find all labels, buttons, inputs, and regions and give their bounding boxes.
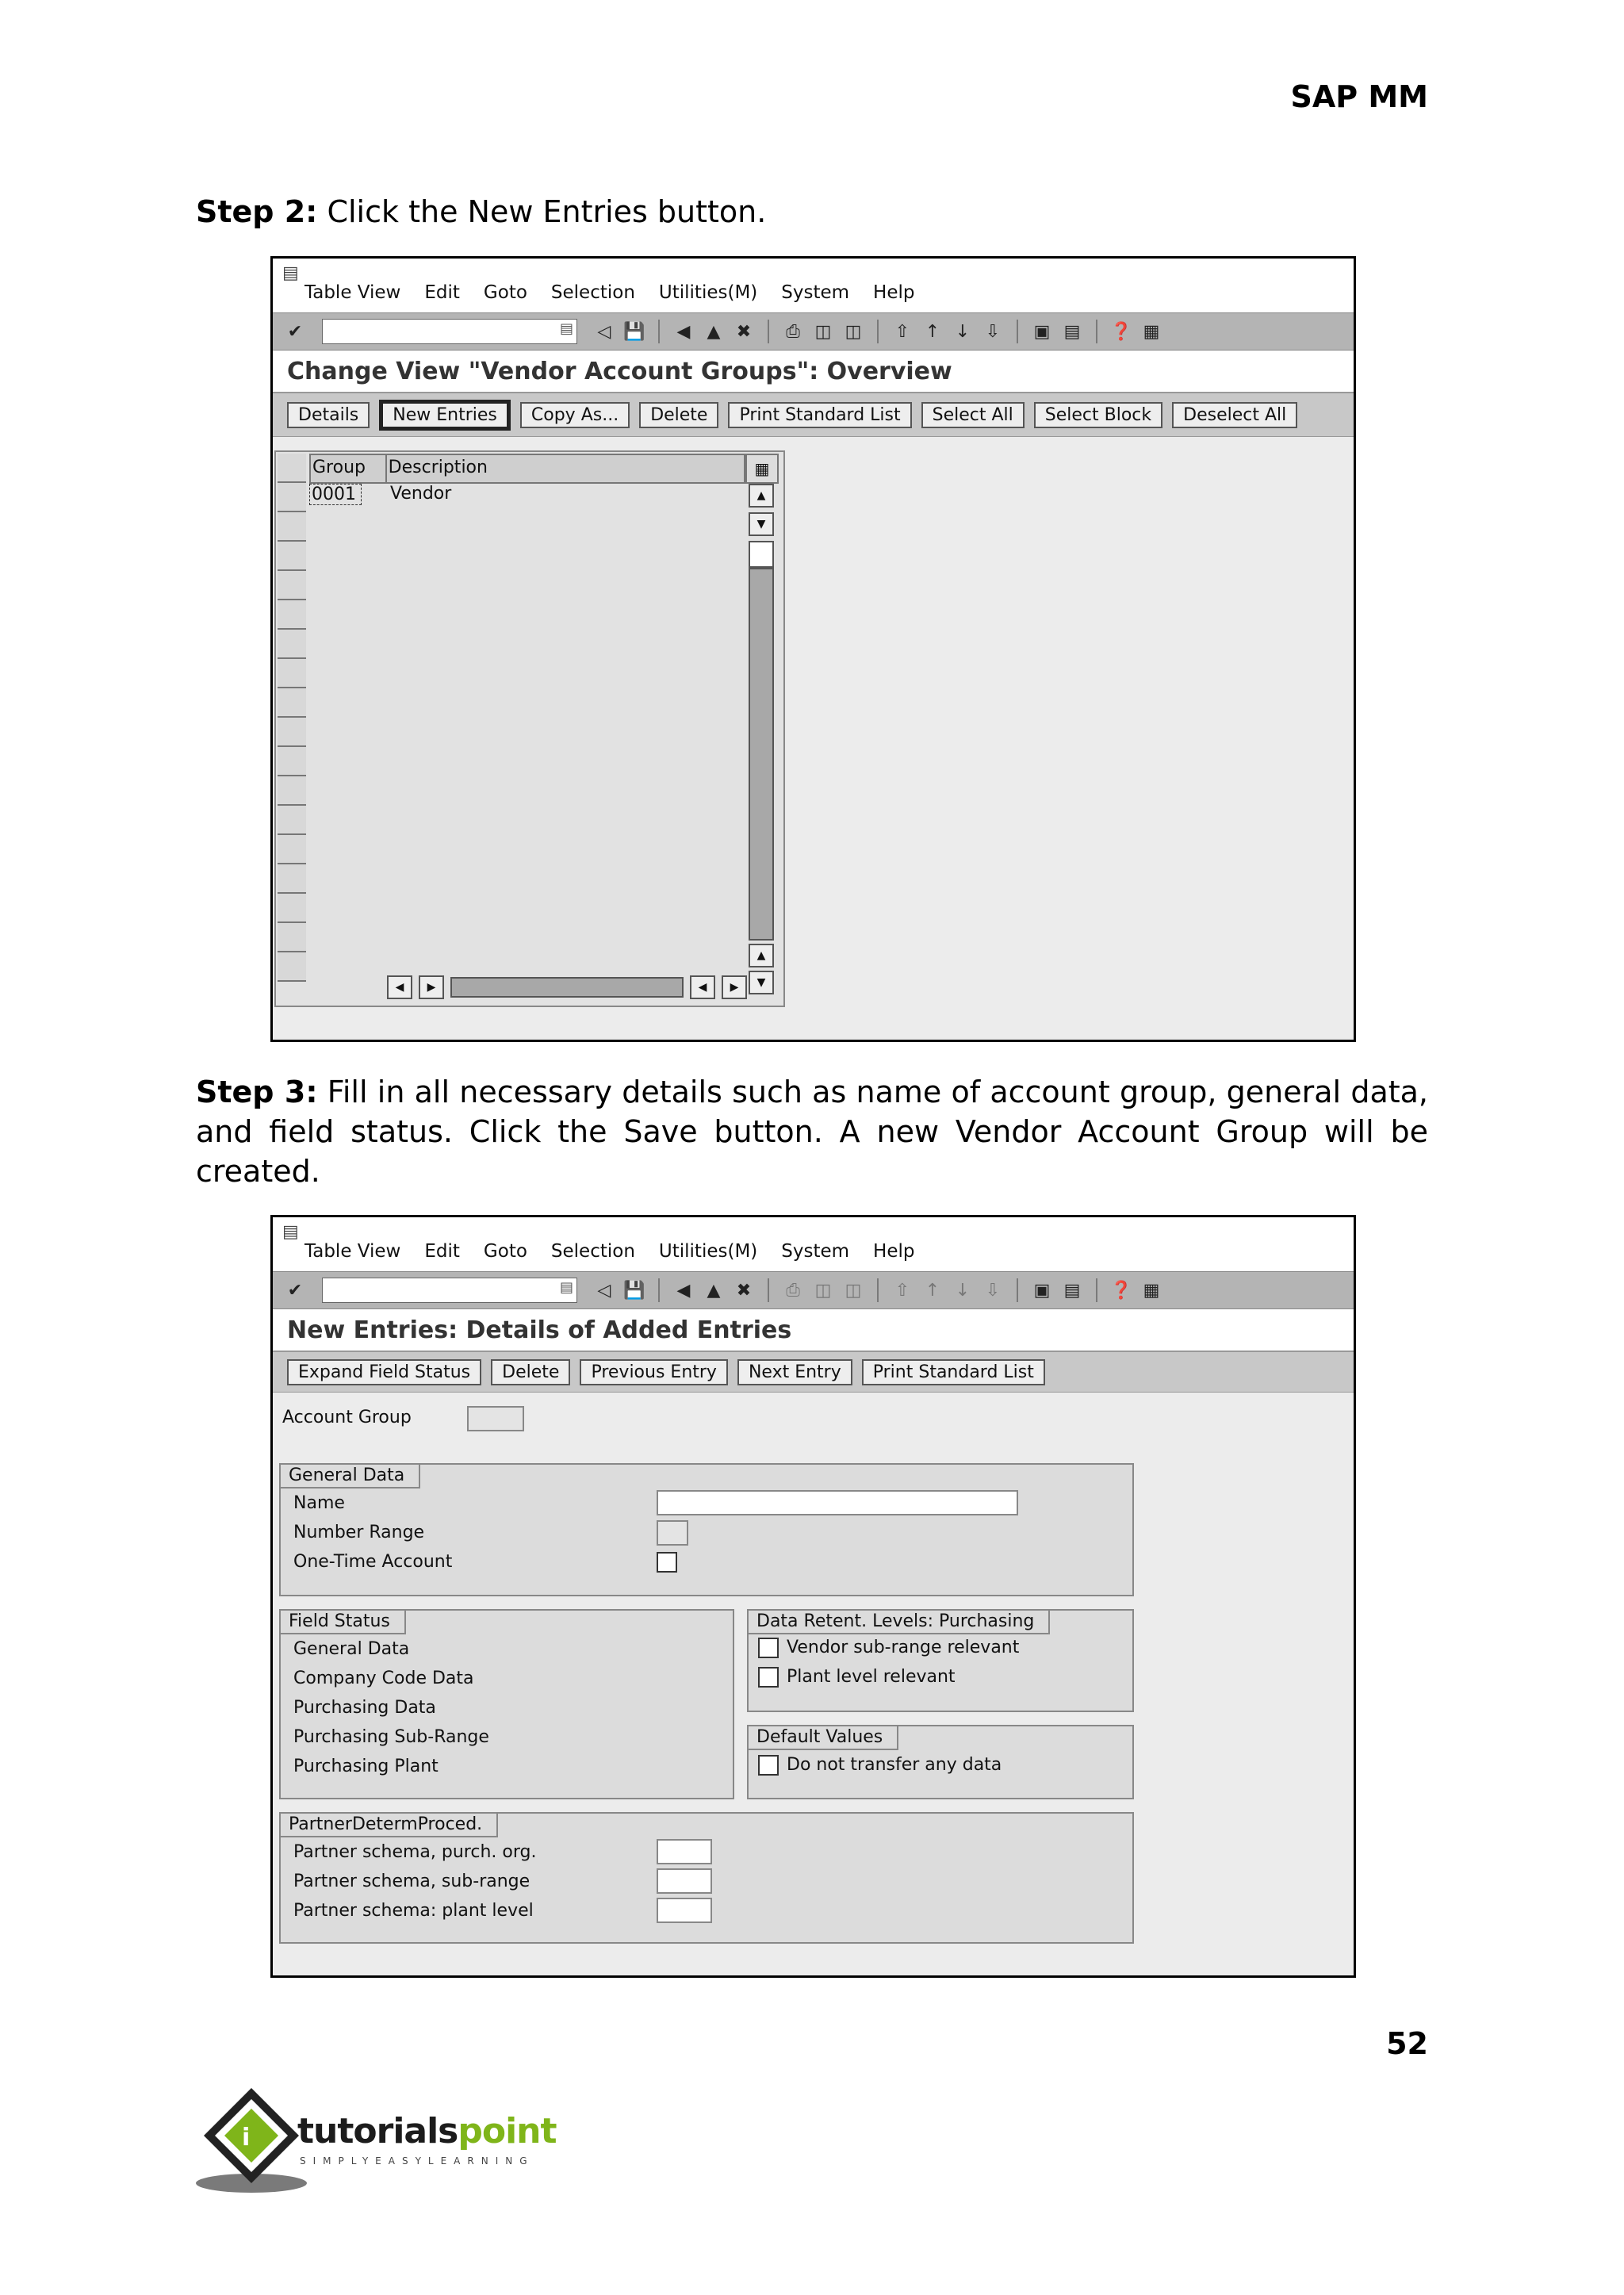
row-selector[interactable]: [278, 923, 306, 952]
back-arrow-icon[interactable]: ◁: [597, 321, 611, 342]
logo-brand-a: tutorials: [297, 2111, 458, 2151]
row-selector[interactable]: [278, 776, 306, 806]
menu-selection[interactable]: Selection: [550, 282, 635, 303]
step-3-text: Fill in all necessary details such as name of account group, general data, and field status. Click the Save button. A new Vendor Account Group will be created.: [196, 1075, 1428, 1189]
partner-schema-plant-level-input[interactable]: [657, 1898, 712, 1923]
toolbar-separator: [658, 320, 660, 343]
command-field[interactable]: [322, 319, 577, 344]
back-icon[interactable]: ◀: [676, 321, 691, 342]
menu-corner-icon[interactable]: ▤: [282, 263, 299, 283]
command-history-icon[interactable]: ▤: [559, 1279, 573, 1296]
field-status-title: Field Status: [281, 1611, 406, 1634]
help-icon[interactable]: ❓: [1110, 1280, 1132, 1301]
delete-button[interactable]: Delete: [491, 1359, 570, 1385]
partner-determination-title: PartnerDetermProced.: [281, 1814, 498, 1837]
sap-screenshot-new-entries: [270, 1215, 1356, 1978]
field-status-purchasing-plant[interactable]: Purchasing Plant: [293, 1757, 439, 1776]
partner-schema-sub-range-label: Partner schema, sub-range: [293, 1872, 530, 1891]
enter-icon[interactable]: ✔: [287, 1280, 303, 1301]
scroll-left-end-icon[interactable]: ◀: [690, 975, 715, 999]
name-input[interactable]: [657, 1490, 1018, 1515]
scroll-top-icon[interactable]: ▲: [749, 484, 774, 508]
expand-field-status-button[interactable]: Expand Field Status: [287, 1359, 481, 1385]
menu-table-view[interactable]: Table View: [304, 282, 401, 303]
field-status-company-code-data[interactable]: Company Code Data: [293, 1669, 474, 1688]
screen-title: New Entries: Details of Added Entries: [273, 1309, 1354, 1352]
first-page-icon[interactable]: ⇧: [894, 321, 910, 342]
last-page-icon[interactable]: ⇩: [985, 1280, 1001, 1301]
scroll-left-icon[interactable]: ◀: [387, 975, 412, 999]
cell-description[interactable]: Vendor: [390, 484, 452, 504]
general-data-panel: [279, 1463, 1134, 1596]
help-icon[interactable]: ❓: [1110, 321, 1132, 342]
one-time-account-label: One-Time Account: [293, 1552, 453, 1572]
standard-toolbar: [273, 1271, 1354, 1309]
row-selectors: [278, 454, 306, 977]
menu-bar: [273, 1217, 1354, 1271]
scroll-down-icon[interactable]: ▲: [749, 944, 774, 967]
previous-page-icon[interactable]: ↑: [925, 321, 940, 342]
row-selector[interactable]: [278, 864, 306, 894]
vendor-sub-range-label: Vendor sub-range relevant: [787, 1638, 1020, 1657]
row-selector[interactable]: [278, 718, 306, 747]
menu-help[interactable]: Help: [873, 1241, 915, 1262]
row-selector[interactable]: [278, 952, 306, 982]
row-selector[interactable]: [278, 806, 306, 835]
next-entry-button[interactable]: Next Entry: [737, 1359, 852, 1385]
back-arrow-icon[interactable]: ◁: [597, 1280, 611, 1301]
command-field[interactable]: [322, 1278, 577, 1303]
partner-determination-panel: [279, 1812, 1134, 1944]
previous-entry-button[interactable]: Previous Entry: [580, 1359, 728, 1385]
layout-menu-icon[interactable]: ▦: [1143, 1280, 1160, 1301]
deselect-all-button[interactable]: Deselect All: [1172, 402, 1297, 428]
toolbar-separator: [877, 320, 879, 343]
back-icon[interactable]: ◀: [676, 1280, 691, 1301]
menu-utilities[interactable]: Utilities(M): [658, 282, 758, 303]
toolbar-separator: [658, 1278, 660, 1302]
menu-corner-icon[interactable]: ▤: [282, 1222, 299, 1242]
layout-menu-icon[interactable]: ▦: [1143, 321, 1160, 342]
exit-icon[interactable]: ▲: [707, 1280, 721, 1301]
copy-as-button[interactable]: Copy As...: [520, 402, 630, 428]
application-toolbar: [273, 1352, 1354, 1393]
vendor-sub-range-checkbox[interactable]: [758, 1638, 779, 1658]
standard-toolbar: [273, 312, 1354, 351]
row-selector[interactable]: [278, 483, 306, 512]
print-icon[interactable]: ⎙: [786, 321, 800, 342]
toolbar-separator: [1096, 320, 1097, 343]
print-standard-list-button[interactable]: Print Standard List: [862, 1359, 1045, 1385]
menu-utilities[interactable]: Utilities(M): [658, 1241, 758, 1262]
document-header: SAP MM: [1290, 79, 1428, 114]
save-icon[interactable]: 💾: [623, 1280, 645, 1301]
menu-selection[interactable]: Selection: [550, 1241, 635, 1262]
select-all-button[interactable]: Select All: [921, 402, 1025, 428]
vendor-sub-range-row: [758, 1638, 1019, 1658]
toolbar-separator: [1017, 1278, 1018, 1302]
shortcut-icon[interactable]: ▤: [1063, 1280, 1081, 1301]
row-selector[interactable]: [278, 688, 306, 718]
plant-level-label: Plant level relevant: [787, 1667, 956, 1687]
partner-schema-purch-org-input[interactable]: [657, 1839, 712, 1864]
step-3-label: Step 3:: [196, 1075, 318, 1109]
account-group-input[interactable]: [467, 1406, 524, 1431]
do-not-transfer-row: [758, 1755, 1002, 1776]
name-label: Name: [293, 1493, 345, 1513]
exit-icon[interactable]: ▲: [707, 321, 721, 342]
print-standard-list-button[interactable]: Print Standard List: [728, 402, 911, 428]
print-icon[interactable]: ⎙: [786, 1280, 800, 1301]
column-header-group[interactable]: Group: [311, 455, 387, 482]
command-history-icon[interactable]: ▤: [559, 320, 573, 337]
sap-screenshot-overview: [270, 256, 1356, 1042]
partner-schema-purch-org-label: Partner schema, purch. org.: [293, 1842, 537, 1862]
default-values-panel: [747, 1725, 1134, 1799]
scroll-bottom-icon[interactable]: ▼: [749, 971, 774, 994]
new-session-icon[interactable]: ▣: [1033, 321, 1051, 342]
menu-system[interactable]: System: [781, 1241, 850, 1262]
account-group-label: Account Group: [282, 1408, 412, 1427]
partner-schema-sub-range-input[interactable]: [657, 1868, 712, 1894]
find-next-icon[interactable]: ◫: [845, 321, 862, 342]
row-selector[interactable]: [278, 747, 306, 776]
save-icon[interactable]: 💾: [623, 321, 645, 342]
step-3-instruction: [196, 1072, 1428, 1191]
field-status-general-data[interactable]: General Data: [293, 1639, 410, 1659]
data-retention-title: Data Retent. Levels: Purchasing: [749, 1611, 1050, 1634]
menu-edit[interactable]: Edit: [424, 282, 460, 303]
next-page-icon[interactable]: ↓: [955, 1280, 971, 1301]
row-selector[interactable]: [278, 571, 306, 600]
field-status-purchasing-sub-range[interactable]: Purchasing Sub-Range: [293, 1727, 489, 1747]
logo-brand-b: point: [458, 2111, 557, 2151]
table-row[interactable]: [309, 484, 451, 505]
previous-page-icon[interactable]: ↑: [925, 1280, 940, 1301]
number-range-label: Number Range: [293, 1523, 425, 1542]
number-range-input[interactable]: [657, 1520, 688, 1546]
data-retention-panel: [747, 1609, 1134, 1712]
one-time-account-checkbox[interactable]: [657, 1552, 677, 1573]
page-number: 52: [1386, 2026, 1428, 2061]
new-entries-button[interactable]: New Entries: [379, 400, 511, 431]
partner-schema-plant-level-label: Partner schema: plant level: [293, 1901, 534, 1921]
row-selector[interactable]: [278, 894, 306, 923]
step-2-label: Step 2:: [196, 194, 318, 229]
scroll-track[interactable]: [749, 568, 774, 941]
screen-title: Change View "Vendor Account Groups": Overview: [273, 351, 1354, 393]
menu-goto[interactable]: Goto: [483, 1241, 527, 1262]
vertical-scrollbar[interactable]: [749, 484, 774, 989]
field-status-panel: [279, 1609, 734, 1799]
table-control: [274, 450, 785, 1007]
general-data-title: General Data: [281, 1465, 420, 1488]
step-2-text: Click the New Entries button.: [317, 194, 767, 229]
toolbar-separator: [768, 1278, 769, 1302]
menu-goto[interactable]: Goto: [483, 282, 527, 303]
table-settings-icon[interactable]: ▦: [745, 454, 779, 484]
toolbar-separator: [1017, 320, 1018, 343]
menu-bar: [273, 259, 1354, 312]
cancel-icon[interactable]: ✖: [736, 1280, 752, 1301]
horizontal-track[interactable]: [450, 977, 684, 998]
do-not-transfer-checkbox[interactable]: [758, 1755, 779, 1776]
cancel-icon[interactable]: ✖: [736, 321, 752, 342]
plant-level-checkbox[interactable]: [758, 1667, 779, 1688]
row-selector[interactable]: [278, 630, 306, 659]
do-not-transfer-label: Do not transfer any data: [787, 1755, 1002, 1775]
enter-icon[interactable]: ✔: [287, 321, 303, 342]
plant-level-row: [758, 1667, 956, 1688]
last-page-icon[interactable]: ⇩: [985, 321, 1001, 342]
toolbar-separator: [877, 1278, 879, 1302]
row-selector[interactable]: [278, 600, 306, 630]
toolbar-separator: [768, 320, 769, 343]
menu-table-view[interactable]: Table View: [304, 1241, 401, 1262]
cell-group[interactable]: 0001: [309, 484, 362, 505]
delete-button[interactable]: Delete: [639, 402, 718, 428]
select-block-button[interactable]: Select Block: [1034, 402, 1162, 428]
menu-edit[interactable]: Edit: [424, 1241, 460, 1262]
toolbar-separator: [1096, 1278, 1097, 1302]
logo-tagline: SIMPLYEASYLEARNING: [300, 2155, 534, 2167]
new-session-icon[interactable]: ▣: [1033, 1280, 1051, 1301]
scroll-right-icon[interactable]: ▶: [419, 975, 444, 999]
menu-help[interactable]: Help: [873, 282, 915, 303]
find-icon[interactable]: ◫: [814, 321, 832, 342]
first-page-icon[interactable]: ⇧: [894, 1280, 910, 1301]
menu-system[interactable]: System: [781, 282, 850, 303]
field-status-purchasing-data[interactable]: Purchasing Data: [293, 1698, 436, 1718]
step-2-instruction: [196, 192, 1428, 232]
logo-wordmark: [297, 2111, 557, 2151]
default-values-title: Default Values: [749, 1726, 898, 1750]
scroll-right-end-icon[interactable]: ▶: [722, 975, 747, 999]
svg-text:i: i: [242, 2124, 251, 2151]
horizontal-scrollbar[interactable]: [387, 975, 747, 999]
shortcut-icon[interactable]: ▤: [1063, 321, 1081, 342]
row-selector[interactable]: [278, 512, 306, 542]
find-icon[interactable]: ◫: [814, 1280, 832, 1301]
row-selector[interactable]: [278, 659, 306, 688]
scroll-thumb[interactable]: [749, 541, 774, 568]
row-selector[interactable]: [278, 542, 306, 571]
table-header: [309, 454, 745, 484]
column-header-description[interactable]: Description: [388, 458, 488, 477]
find-next-icon[interactable]: ◫: [845, 1280, 862, 1301]
scroll-up-icon[interactable]: ▼: [749, 512, 774, 536]
next-page-icon[interactable]: ↓: [955, 321, 971, 342]
row-selector[interactable]: [278, 835, 306, 864]
application-toolbar: [273, 393, 1354, 437]
details-button[interactable]: Details: [287, 402, 370, 428]
row-selector[interactable]: [278, 454, 306, 483]
